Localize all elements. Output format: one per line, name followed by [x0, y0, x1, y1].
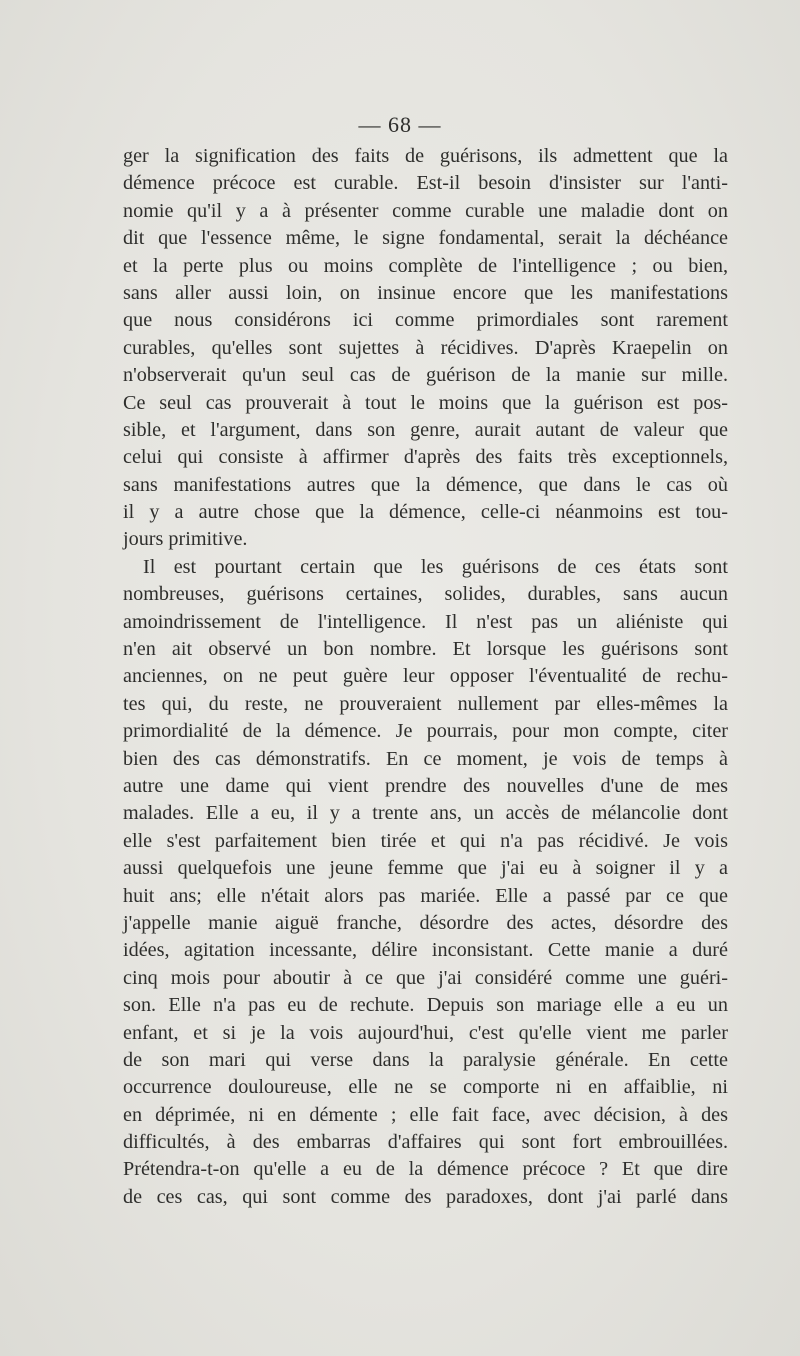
text-line: autre une dame qui vient prendre des nouvelles d'une de mes	[123, 774, 728, 797]
text-line: Prétendra-t-on qu'elle a eu de la démence précoce ? Et que dire	[123, 1158, 728, 1181]
paragraph	[123, 143, 728, 554]
text-line: de ces cas, qui sont comme des paradoxes, dont j'ai parlé dans	[123, 1185, 728, 1208]
text-line: aussi quelquefois une jeune femme que j'ai eu à soigner il y a	[123, 857, 728, 880]
text-line: occurrence douloureuse, elle ne se comporte ni en affaiblie, ni	[123, 1076, 728, 1099]
text-line: celui qui consiste à affirmer d'après des faits très exceptionnels,	[123, 446, 728, 469]
text-line: Il est pourtant certain que les guérisons de ces états sont	[143, 555, 728, 578]
paragraph	[123, 554, 728, 1211]
text-line: sans aller aussi loin, on insinue encore que les manifestations	[123, 281, 728, 304]
text-line: primordialité de la démence. Je pourrais, pour mon compte, citer	[123, 720, 728, 743]
text-line: n'observerait qu'un seul cas de guérison de la manie sur mille.	[123, 364, 728, 387]
text-line: elle s'est parfaitement bien tirée et qui n'a pas récidivé. Je vois	[123, 829, 728, 852]
text-line: sible, et l'argument, dans son genre, aurait autant de valeur que	[123, 418, 728, 441]
page-number: — 68 —	[358, 112, 442, 137]
text-line: huit ans; elle n'était alors pas mariée. Elle a passé par ce que	[123, 884, 728, 907]
text-line: Ce seul cas prouverait à tout le moins que la guérison est pos-	[123, 391, 728, 414]
text-line: malades. Elle a eu, il y a trente ans, un accès de mélancolie dont	[123, 802, 728, 825]
text-line: jours primitive.	[123, 528, 248, 551]
body-text	[123, 143, 728, 1211]
text-line: de son mari qui verse dans la paralysie générale. En cette	[123, 1048, 728, 1071]
text-line: enfant, et si je la vois aujourd'hui, c'est qu'elle vient me parler	[123, 1021, 728, 1044]
text-line: tes qui, du reste, ne prouveraient nullement par elles-mêmes la	[123, 692, 728, 715]
text-line: nombreuses, guérisons certaines, solides, durables, sans aucun	[123, 583, 728, 606]
text-line: n'en ait observé un bon nombre. Et lorsque les guérisons sont	[123, 638, 728, 661]
text-line: en déprimée, ni en démente ; elle fait face, avec décision, à des	[123, 1103, 728, 1126]
text-line: curables, qu'elles sont sujettes à récidives. D'après Kraepelin on	[123, 336, 728, 359]
text-line: cinq mois pour aboutir à ce que j'ai considéré comme une guéri-	[123, 966, 728, 989]
text-line: dit que l'essence même, le signe fondamental, serait la déchéance	[123, 227, 728, 250]
text-line: amoindrissement de l'intelligence. Il n'est pas un aliéniste qui	[123, 610, 728, 633]
text-line: démence précoce est curable. Est-il besoin d'insister sur l'anti-	[123, 172, 728, 195]
text-line: et la perte plus ou moins complète de l'intelligence ; ou bien,	[123, 254, 728, 277]
text-line: bien des cas démonstratifs. En ce moment, je vois de temps à	[123, 747, 728, 770]
text-line: nomie qu'il y a à présenter comme curable une maladie dont on	[123, 199, 728, 222]
text-line: que nous considérons ici comme primordiales sont rarement	[123, 309, 728, 332]
text-line: il y a autre chose que la démence, celle-ci néanmoins est tou-	[123, 501, 728, 524]
text-line: sans manifestations autres que la démence, que dans le cas où	[123, 473, 728, 496]
text-line: ger la signification des faits de guérisons, ils admettent que la	[123, 145, 728, 167]
text-line: j'appelle manie aiguë franche, désordre des actes, désordre des	[123, 911, 728, 934]
text-line: idées, agitation incessante, délire inconsistant. Cette manie a duré	[123, 939, 728, 962]
text-line: difficultés, à des embarras d'affaires qui sont fort embrouillées.	[123, 1131, 728, 1154]
text-line: anciennes, on ne peut guère leur opposer l'éventualité de rechu-	[123, 665, 728, 688]
text-line: son. Elle n'a pas eu de rechute. Depuis son mariage elle a eu un	[123, 994, 728, 1017]
